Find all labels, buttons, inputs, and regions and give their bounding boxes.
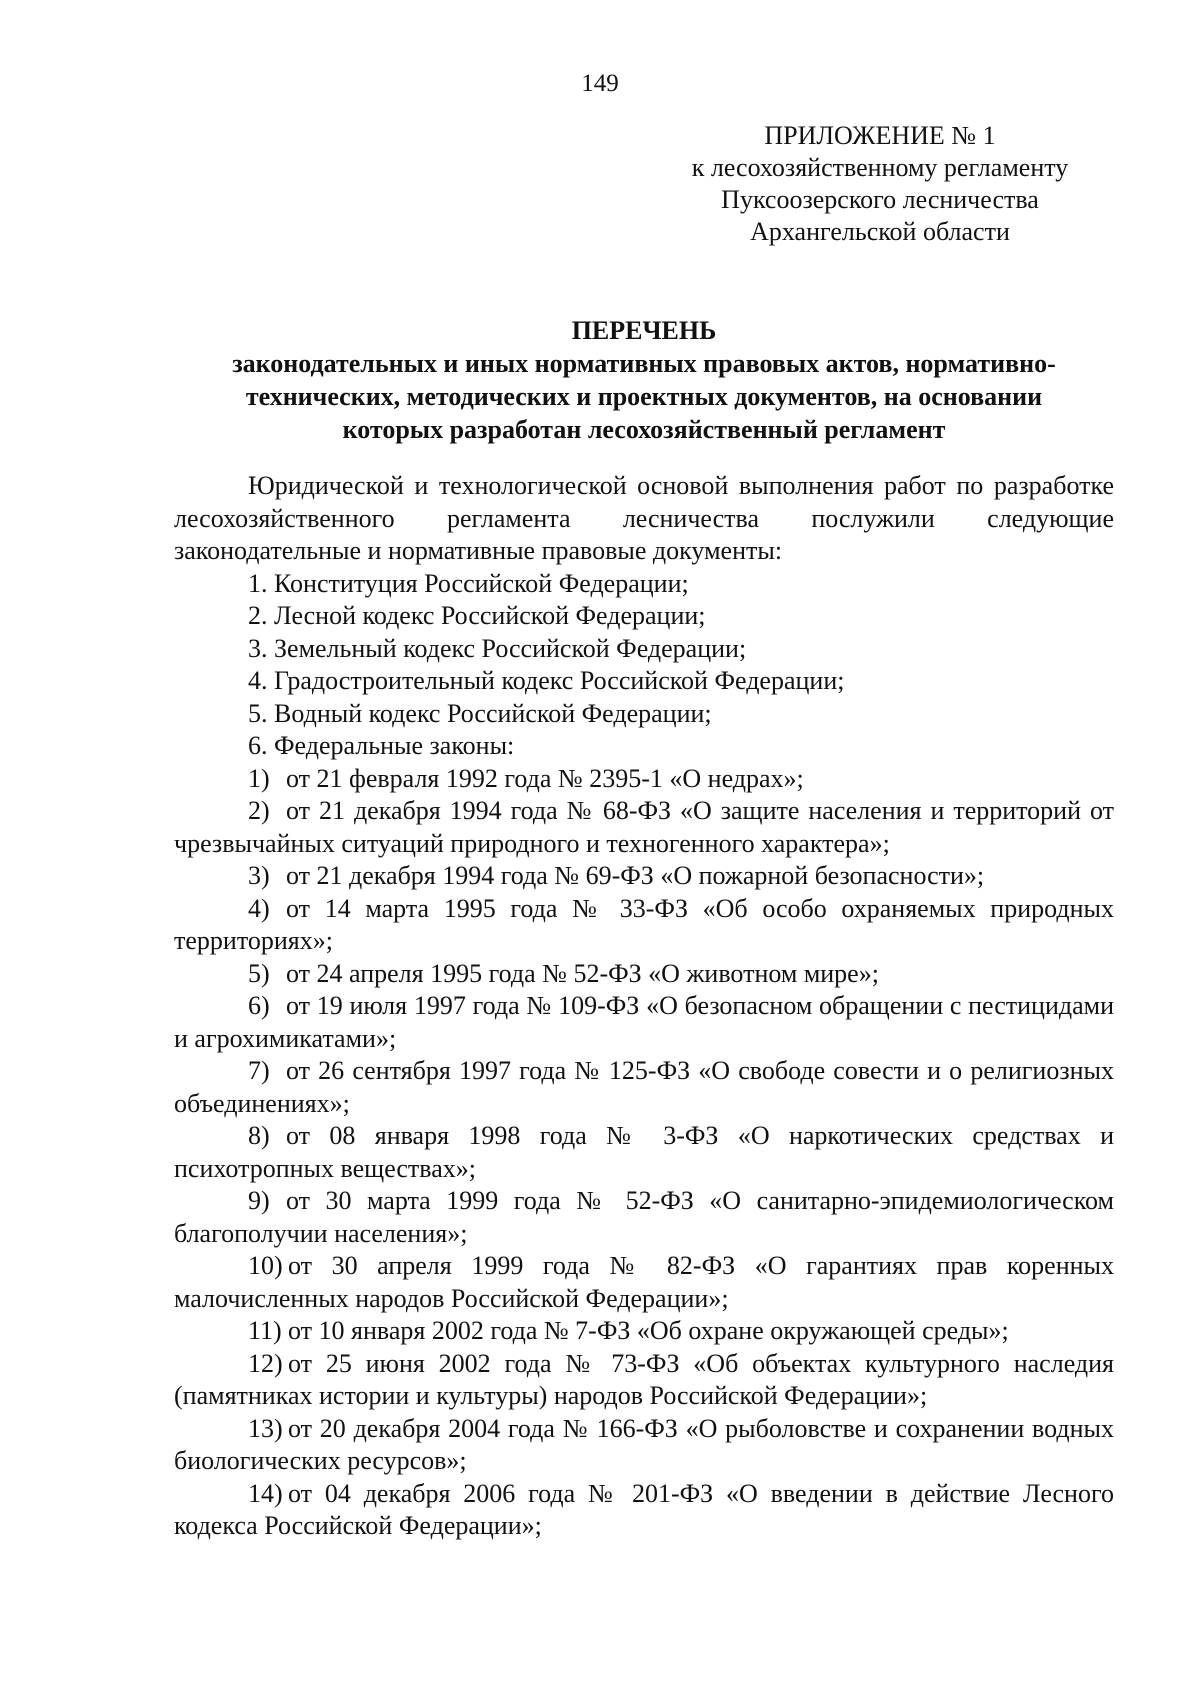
intro-paragraph: Юридической и технологической основой выполнения работ по разработке лесохозяйственного регламента лесничества послужили следующие законодательные и нормативные правовые документы: bbox=[174, 471, 1114, 565]
document-title bbox=[174, 314, 1114, 446]
law-text: от 04 декабря 2006 года № 201-ФЗ «О введении в действие Лесного кодекса Российской Федерации»; bbox=[174, 1478, 1114, 1540]
law-item bbox=[174, 1185, 1114, 1250]
law-text: от 25 июня 2002 года № 73-ФЗ «Об объектах культурного наследия (памятниках истории и культуры) народов Российской Федерации»; bbox=[174, 1348, 1114, 1410]
law-number: 8) bbox=[248, 1121, 270, 1150]
law-text: от 26 сентября 1997 года № 125-ФЗ «О свободе совести и о религиозных объединениях»; bbox=[174, 1056, 1114, 1118]
law-text: от 20 декабря 2004 года № 166-ФЗ «О рыболовстве и сохранении водных биологических ресурсов»; bbox=[174, 1413, 1114, 1475]
law-number: 12) bbox=[248, 1348, 283, 1378]
appendix-line: к лесохозяйственному регламенту bbox=[691, 153, 1069, 182]
law-number: 6) bbox=[248, 991, 270, 1020]
appendix-line: Архангельской области bbox=[750, 217, 1010, 246]
appendix-title: ПРИЛОЖЕНИЕ № 1 bbox=[764, 121, 996, 150]
law-number: 14) bbox=[248, 1478, 283, 1508]
law-item bbox=[174, 763, 1114, 796]
law-item bbox=[174, 1348, 1114, 1413]
law-item bbox=[174, 1250, 1114, 1315]
law-item bbox=[174, 860, 1114, 893]
law-text: от 21 февраля 1992 года № 2395-1 «О недрах»; bbox=[286, 763, 804, 793]
law-item bbox=[174, 1315, 1114, 1348]
list-item: 5. Водный кодекс Российской Федерации; bbox=[248, 698, 712, 728]
law-item bbox=[174, 1413, 1114, 1478]
list-item: 6. Федеральные законы: bbox=[248, 731, 515, 760]
law-text: от 14 марта 1995 года № 33-ФЗ «Об особо охраняемых природных территориях»; bbox=[174, 893, 1114, 955]
law-text: от 21 декабря 1994 года № 68-ФЗ «О защите населения и территорий от чрезвычайных ситуаций природного и техногенного характера»; bbox=[174, 796, 1114, 858]
law-text: от 30 марта 1999 года № 52-ФЗ «О санитарно-эпидемиологическом благополучии населения»; bbox=[174, 1186, 1114, 1248]
law-item bbox=[174, 893, 1114, 958]
law-number: 13) bbox=[248, 1413, 283, 1443]
title-heading: ПЕРЕЧЕНЬ bbox=[571, 316, 717, 345]
law-number: 3) bbox=[248, 861, 270, 890]
appendix-line: Пуксоозерского лесничества bbox=[721, 185, 1039, 214]
law-number: 2) bbox=[248, 796, 270, 825]
law-text: от 19 июля 1997 года № 109-ФЗ «О безопасном обращении с пестицидами и агрохимикатами»; bbox=[174, 991, 1114, 1053]
title-line: законодательных и иных нормативных правовых актов, нормативно- bbox=[232, 349, 1056, 378]
law-number: 10) bbox=[248, 1251, 283, 1280]
law-text: от 08 января 1998 года № 3-ФЗ «О наркотических средствах и психотропных веществах»; bbox=[174, 1121, 1114, 1183]
law-item bbox=[174, 795, 1114, 860]
law-number: 4) bbox=[248, 893, 270, 923]
law-number: 9) bbox=[248, 1186, 270, 1215]
law-text: от 24 апреля 1995 года № 52-ФЗ «О животном мире»; bbox=[286, 958, 879, 988]
federal-laws-list bbox=[174, 763, 1114, 1543]
law-number: 1) bbox=[248, 763, 270, 793]
law-item bbox=[174, 958, 1114, 991]
title-line: технических, методических и проектных документов, на основании bbox=[245, 382, 1043, 411]
law-text: от 10 января 2002 года № 7-ФЗ «Об охране окружающей среды»; bbox=[288, 1316, 1009, 1345]
list-item: 3. Земельный кодекс Российской Федерации; bbox=[248, 633, 747, 663]
law-number: 7) bbox=[248, 1056, 270, 1085]
law-item bbox=[174, 1478, 1114, 1543]
page-number: 149 bbox=[581, 70, 619, 97]
law-text: от 30 апреля 1999 года № 82-ФЗ «О гарантиях прав коренных малочисленных народов Российской Федерации»; bbox=[174, 1251, 1114, 1313]
appendix-header bbox=[660, 120, 1100, 248]
law-item bbox=[174, 990, 1114, 1055]
codes-list bbox=[174, 568, 1114, 763]
law-number: 5) bbox=[248, 958, 270, 988]
law-item bbox=[174, 1055, 1114, 1120]
list-item: 4. Градостроительный кодекс Российской Федерации; bbox=[248, 666, 845, 695]
law-text: от 21 декабря 1994 года № 69-ФЗ «О пожарной безопасности»; bbox=[286, 861, 985, 890]
document-body bbox=[174, 470, 1114, 1543]
list-item: 1. Конституция Российской Федерации; bbox=[248, 568, 689, 598]
law-item bbox=[174, 1120, 1114, 1185]
list-item: 2. Лесной кодекс Российской Федерации; bbox=[248, 601, 706, 630]
title-line: которых разработан лесохозяйственный регламент bbox=[342, 415, 946, 444]
law-number: 11) bbox=[248, 1316, 282, 1345]
